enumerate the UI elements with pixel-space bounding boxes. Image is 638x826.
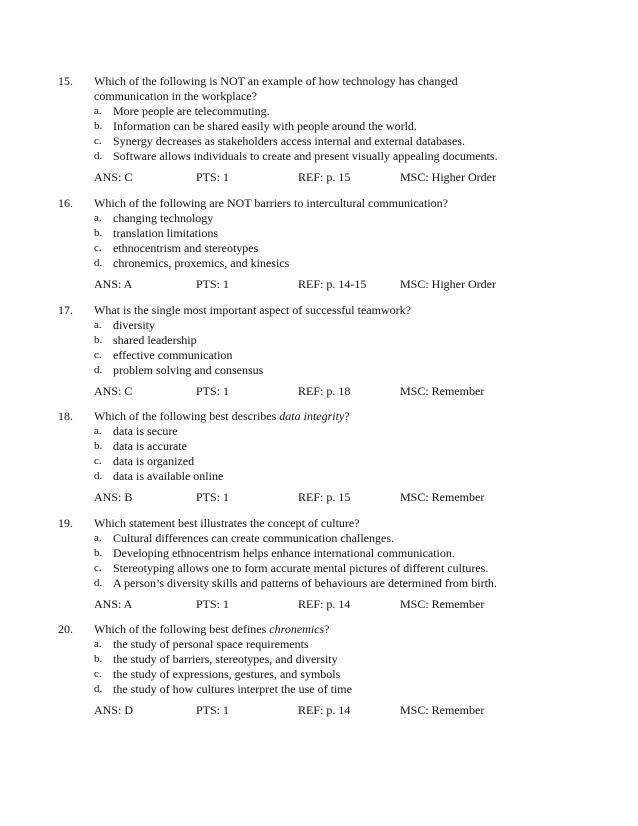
reference: REF: p. 14 [298,703,351,717]
option-d [94,576,618,591]
option-text: Software allows individuals to create and present visually appealing documents. [113,149,498,163]
option-text: diversity [113,318,155,332]
points: PTS: 1 [196,170,230,184]
question-20 [58,622,618,718]
option-letter: a. [94,532,102,544]
question-stem [94,622,618,637]
question-stem-line: Which of the following is NOT an example of how technology has changed [94,74,458,88]
misc-category: MSC: Remember [400,384,485,398]
option-text: Stereotyping allows one to form accurate mental pictures of different cultures. [113,561,489,575]
option-letter: b. [94,120,103,132]
option-text: changing technology [113,211,214,225]
option-letter: a. [94,638,102,650]
answer-row [94,490,618,505]
option-letter: b. [94,440,103,452]
option-letter: c. [94,668,102,680]
option-letter: c. [94,242,102,254]
option-text: data is organized [113,454,195,468]
points: PTS: 1 [196,277,230,291]
option-text: Cultural differences can create communication challenges. [113,531,394,545]
reference: REF: p. 14-15 [298,277,367,291]
points: PTS: 1 [196,490,230,504]
option-letter: b. [94,653,103,665]
option-c [94,134,618,149]
option-text: the study of how cultures interpret the use of time [113,682,352,696]
option-letter: c. [94,455,102,467]
question-number: 18. [58,409,73,423]
question-stem [94,516,618,531]
reference: REF: p. 15 [298,490,351,504]
question-stem [94,409,618,424]
answer-key: ANS: D [94,703,134,717]
option-b [94,226,618,241]
option-text: More people are telecommuting. [113,104,270,118]
misc-category: MSC: Remember [400,703,485,717]
option-text: A person’s diversity skills and patterns of behaviours are determined from birth. [113,576,497,590]
option-letter: c. [94,562,102,574]
answer-row [94,384,618,399]
points: PTS: 1 [196,384,230,398]
option-text: shared leadership [113,333,197,347]
option-text: the study of expressions, gestures, and symbols [113,667,341,681]
question-stem [94,303,618,318]
option-letter: a. [94,105,102,117]
option-text: ethnocentrism and stereotypes [113,241,259,255]
option-letter: a. [94,212,102,224]
option-c [94,348,618,363]
option-letter: b. [94,547,103,559]
answer-key: ANS: A [94,597,133,611]
option-c [94,561,618,576]
option-text: data is available online [113,469,224,483]
question-stem-text: Which statement best illustrates the concept of culture? [94,516,360,530]
option-letter: c. [94,135,102,147]
answer-key: ANS: B [94,490,133,504]
misc-category: MSC: Remember [400,597,485,611]
reference: REF: p. 18 [298,384,351,398]
misc-category: MSC: Remember [400,490,485,504]
option-a [94,531,618,546]
question-15 [58,74,618,185]
reference: REF: p. 15 [298,170,351,184]
option-b [94,333,618,348]
question-stem-italic: chronemics [269,622,325,636]
option-a [94,424,618,439]
option-text: Information can be shared easily with people around the world. [113,119,417,133]
answer-key: ANS: C [94,170,133,184]
option-a [94,637,618,652]
answer-row [94,597,618,612]
answer-key: ANS: A [94,277,133,291]
option-letter: d. [94,364,103,376]
option-text: translation limitations [113,226,218,240]
option-a [94,104,618,119]
answer-row [94,170,618,185]
option-text: Synergy decreases as stakeholders access internal and external databases. [113,134,465,148]
option-letter: a. [94,319,102,331]
option-b [94,119,618,134]
question-stem-end: ? [344,409,350,423]
option-text: the study of personal space requirements [113,637,309,651]
option-letter: d. [94,150,103,162]
question-stem-text: Which of the following best describes [94,409,280,423]
option-text: data is accurate [113,439,187,453]
option-b [94,546,618,561]
question-18 [58,409,618,505]
option-a [94,211,618,226]
option-d [94,149,618,164]
question-stem [94,74,618,104]
question-number: 17. [58,303,73,317]
question-number: 15. [58,74,73,88]
question-number: 20. [58,622,73,636]
options-list [94,531,618,591]
question-19 [58,516,618,612]
question-stem-text: Which of the following best defines [94,622,270,636]
option-c [94,241,618,256]
option-b [94,439,618,454]
option-text: the study of barriers, stereotypes, and diversity [113,652,338,666]
question-17 [58,303,618,399]
question-stem-italic: data integrity [279,409,345,423]
options-list [94,211,618,271]
option-text: Developing ethnocentrism helps enhance international communication. [113,546,455,560]
option-text: chronemics, proxemics, and kinesics [113,256,290,270]
misc-category: MSC: Higher Order [400,170,496,184]
question-number: 19. [58,516,73,530]
points: PTS: 1 [196,597,230,611]
question-stem-text: Which of the following are NOT barriers to intercultural communication? [94,196,448,210]
options-list [94,104,618,164]
option-letter: d. [94,577,103,589]
misc-category: MSC: Higher Order [400,277,496,291]
option-d [94,363,618,378]
option-b [94,652,618,667]
option-d [94,469,618,484]
option-letter: b. [94,227,103,239]
answer-row [94,277,618,292]
question-stem [94,196,618,211]
points: PTS: 1 [196,703,230,717]
option-letter: a. [94,425,102,437]
options-list [94,424,618,484]
option-text: problem solving and consensus [113,363,264,377]
question-stem-line: communication in the workplace? [94,89,257,103]
options-list [94,637,618,697]
option-letter: d. [94,683,103,695]
option-text: effective communication [113,348,233,362]
option-c [94,667,618,682]
option-letter: d. [94,257,103,269]
option-letter: d. [94,470,103,482]
reference: REF: p. 14 [298,597,351,611]
options-list [94,318,618,378]
option-letter: c. [94,349,102,361]
answer-key: ANS: C [94,384,133,398]
option-d [94,256,618,271]
option-c [94,454,618,469]
question-stem-text: What is the single most important aspect of successful teamwork? [94,303,411,317]
question-16 [58,196,618,292]
option-letter: b. [94,334,103,346]
option-a [94,318,618,333]
question-number: 16. [58,196,73,210]
answer-row [94,703,618,718]
option-text: data is secure [113,424,178,438]
option-d [94,682,618,697]
question-stem-end: ? [324,622,330,636]
